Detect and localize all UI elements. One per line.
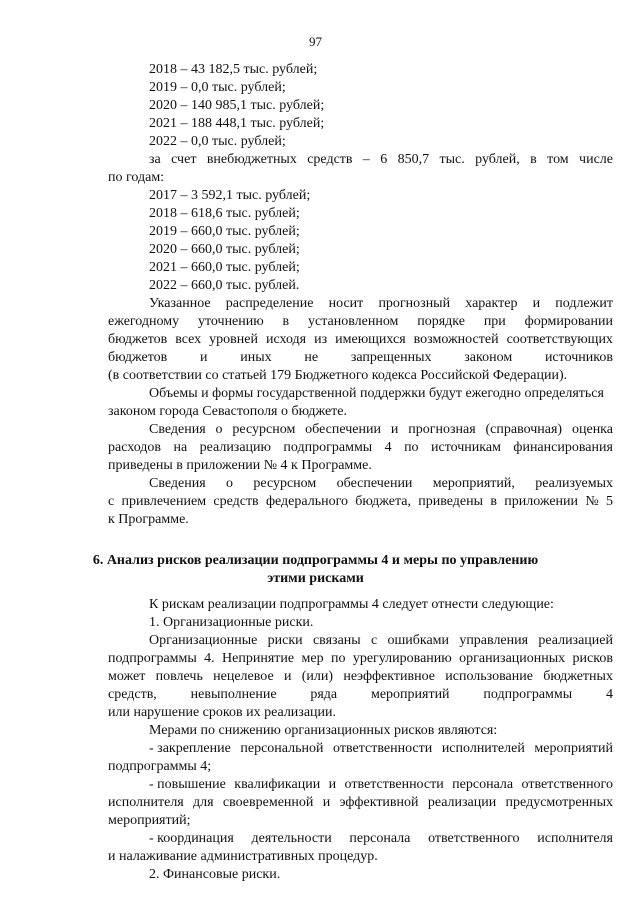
paragraph-line: или нарушение сроков их реализации. (108, 705, 337, 720)
word: Указанное (149, 296, 211, 311)
word: всех (175, 332, 202, 347)
word: ежегодному (108, 314, 180, 329)
extrabudget-line-2: по годам: (108, 170, 165, 185)
word: Сведения (149, 422, 206, 437)
word: 850,7 (397, 152, 430, 167)
word: порядке (417, 314, 465, 329)
word: источникам (430, 440, 501, 455)
word: реализуемых (535, 476, 613, 491)
word: риски (267, 633, 303, 648)
word: расходов (108, 440, 162, 455)
word: связаны (312, 633, 361, 648)
word: рисков (572, 651, 613, 666)
paragraph-line (108, 331, 613, 348)
list-item (149, 740, 613, 757)
word: своевременной (222, 795, 314, 810)
paragraph-line: законом города Севастополя о бюджете. (108, 404, 348, 419)
list-item: 1. Организационные риски. (149, 615, 314, 630)
word: исполнителя (537, 831, 613, 846)
word: и (328, 777, 337, 792)
word: обеспечении (336, 476, 413, 491)
word: источников (544, 350, 613, 365)
funding-line: 2018 – 618,6 тыс. рублей; (149, 206, 300, 221)
word: ответственного (428, 831, 520, 846)
word: Организационные (149, 633, 258, 648)
funding-line: 2019 – 0,0 тыс. рублей; (149, 80, 286, 95)
list-item-cont (108, 794, 613, 811)
word: возможностей (413, 332, 499, 347)
word: распределение (225, 296, 314, 311)
word: и (283, 669, 292, 684)
word: законом (464, 350, 513, 365)
word: персонала (452, 777, 514, 792)
word: нецелевое (213, 669, 274, 684)
word: реализации (427, 795, 497, 810)
word: подлежит (555, 296, 613, 311)
paragraph-line (149, 295, 613, 312)
word: обеспечении (305, 422, 381, 437)
word: подпрограммы (108, 651, 197, 666)
word: ряда (310, 687, 338, 702)
word: с (108, 494, 115, 509)
word: числе (579, 152, 613, 167)
word: использование (445, 669, 533, 684)
word: эффективной (339, 795, 419, 810)
word: предусмотренных (505, 795, 613, 810)
word: может (108, 669, 146, 684)
paragraph-line: Мерами по снижению организационных рисков являются: (149, 723, 498, 738)
word: мероприятий (370, 687, 450, 702)
list-item-cont: подпрограммы 4; (108, 759, 212, 774)
word: ответственного (521, 777, 613, 792)
word: установленном (308, 314, 399, 329)
word: том (547, 152, 569, 167)
word: федерального (265, 494, 348, 509)
funding-line: 2022 – 660,0 тыс. рублей. (149, 278, 300, 293)
paragraph-line (149, 632, 613, 649)
word: бюджетов (108, 332, 168, 347)
word: в (490, 494, 497, 509)
word: персонала (349, 831, 411, 846)
word: - закрепление (149, 741, 231, 756)
paragraph-line (108, 349, 613, 366)
word: персональной (240, 741, 324, 756)
word: приведены (418, 494, 484, 509)
funding-line: 2021 – 660,0 тыс. рублей; (149, 260, 300, 275)
paragraph-line (108, 686, 613, 703)
word: по (404, 440, 419, 455)
word: ответственности (344, 777, 444, 792)
page-number: 97 (309, 34, 322, 49)
word: ресурсном (232, 422, 296, 437)
word: приложении (504, 494, 579, 509)
word: управления (459, 633, 529, 648)
word: и (322, 795, 331, 810)
word: и (200, 350, 208, 365)
word: за (149, 152, 161, 167)
list-item-cont: мероприятий; (108, 813, 191, 828)
paragraph-line: К рискам реализации подпрограммы 4 следует отнести следующие: (149, 597, 554, 612)
word: деятельности (251, 831, 332, 846)
paragraph-line (149, 421, 613, 438)
word: и (390, 422, 399, 437)
word: средств (307, 152, 353, 167)
word: счет (171, 152, 197, 167)
word: (справочная) (485, 422, 563, 437)
word: о (215, 422, 223, 437)
word: 4. (204, 651, 215, 666)
word: формировании (524, 314, 613, 329)
funding-line: 2019 – 660,0 тыс. рублей; (149, 224, 300, 239)
word: рублей, (475, 152, 520, 167)
word: из (314, 332, 328, 347)
word: мер (301, 651, 324, 666)
word: ресурсном (253, 476, 317, 491)
word: реализацией (538, 633, 613, 648)
word: привлечением (121, 494, 207, 509)
word: и (532, 296, 541, 311)
paragraph-line: (в соответствии со статьей 179 Бюджетного кодекса Российской Федерации). (108, 368, 568, 383)
word: неэффективное (343, 669, 435, 684)
list-item-cont: и налаживание административных процедур. (108, 849, 378, 864)
funding-line: 2018 – 43 182,5 тыс. рублей; (149, 62, 318, 77)
word: бюджетных (543, 669, 613, 684)
word: исходя (265, 332, 307, 347)
word: средств (213, 494, 259, 509)
word: подпрограммы (483, 687, 573, 702)
word: – (362, 152, 370, 167)
word: повлечь (155, 669, 203, 684)
word: мероприятий, (432, 476, 515, 491)
word: (или) (301, 669, 334, 684)
word: исполнителей (441, 741, 525, 756)
paragraph-line (108, 439, 613, 456)
word: ответственности (333, 741, 433, 756)
paragraph-line (108, 650, 613, 667)
paragraph-line (108, 668, 613, 685)
word: реализацию (199, 440, 271, 455)
word: при (483, 314, 506, 329)
list-item (149, 830, 613, 847)
word: уточнению (197, 314, 264, 329)
paragraph-line (108, 313, 613, 330)
word: Непринятие (222, 651, 295, 666)
word: в (530, 152, 537, 167)
word: для (193, 795, 214, 810)
funding-line: 2021 – 188 448,1 тыс. рублей; (149, 116, 325, 131)
word: № (585, 494, 599, 509)
word: о (226, 476, 234, 491)
word: исполнителя (108, 795, 184, 810)
word: имеющихся (335, 332, 406, 347)
paragraph-line (108, 493, 613, 510)
list-item: 2. Финансовые риски. (149, 867, 281, 882)
word: 4 (605, 687, 613, 702)
word: по (330, 651, 346, 666)
word: ошибками (387, 633, 450, 648)
word: финансирования (513, 440, 613, 455)
word: бюджетов (108, 350, 168, 365)
section-heading-2: этими рисками (267, 571, 364, 586)
funding-line: 2020 – 660,0 тыс. рублей; (149, 242, 300, 257)
word: оценка (571, 422, 613, 437)
word: с (370, 633, 378, 648)
word: средств, (108, 687, 157, 702)
word: организационных (459, 651, 566, 666)
word: подпрограммы (283, 440, 373, 455)
section-heading: 6. Анализ рисков реализации подпрограммы 4 и меры по управлению (92, 553, 539, 568)
paragraph-line (149, 475, 613, 492)
list-item (149, 776, 613, 793)
word: в (282, 314, 290, 329)
word: прогнозная (408, 422, 476, 437)
word: урегулированию (352, 651, 452, 666)
word: Сведения (149, 476, 206, 491)
paragraph-line: к Программе. (108, 512, 189, 527)
word: соответствующих (506, 332, 613, 347)
word: квалификации (234, 777, 321, 792)
word: уровней (209, 332, 258, 347)
extrabudget-line (149, 151, 613, 168)
word: - повышение (149, 777, 226, 792)
word: 5 (605, 494, 613, 509)
word: иных (240, 350, 272, 365)
word: запрещенных (350, 350, 432, 365)
word: невыполнение (190, 687, 277, 702)
funding-line: 2022 – 0,0 тыс. рублей; (149, 134, 286, 149)
paragraph-line: приведены в приложении № 4 к Программе. (108, 458, 372, 473)
word: на (173, 440, 188, 455)
funding-line: 2020 – 140 985,1 тыс. рублей; (149, 98, 325, 113)
word: характер (465, 296, 518, 311)
funding-line: 2017 – 3 592,1 тыс. рублей; (149, 188, 311, 203)
word: внебюджетных (206, 152, 297, 167)
paragraph-line: Объемы и формы государственной поддержки будут ежегодно определяться (149, 386, 604, 401)
word: мероприятий (534, 741, 613, 756)
word: 4 (384, 440, 392, 455)
word: 6 (380, 152, 388, 167)
word: носит (328, 296, 364, 311)
word: не (304, 350, 319, 365)
word: - координация (149, 831, 234, 846)
word: прогнозный (378, 296, 451, 311)
word: бюджета, (355, 494, 411, 509)
word: тыс. (439, 152, 465, 167)
